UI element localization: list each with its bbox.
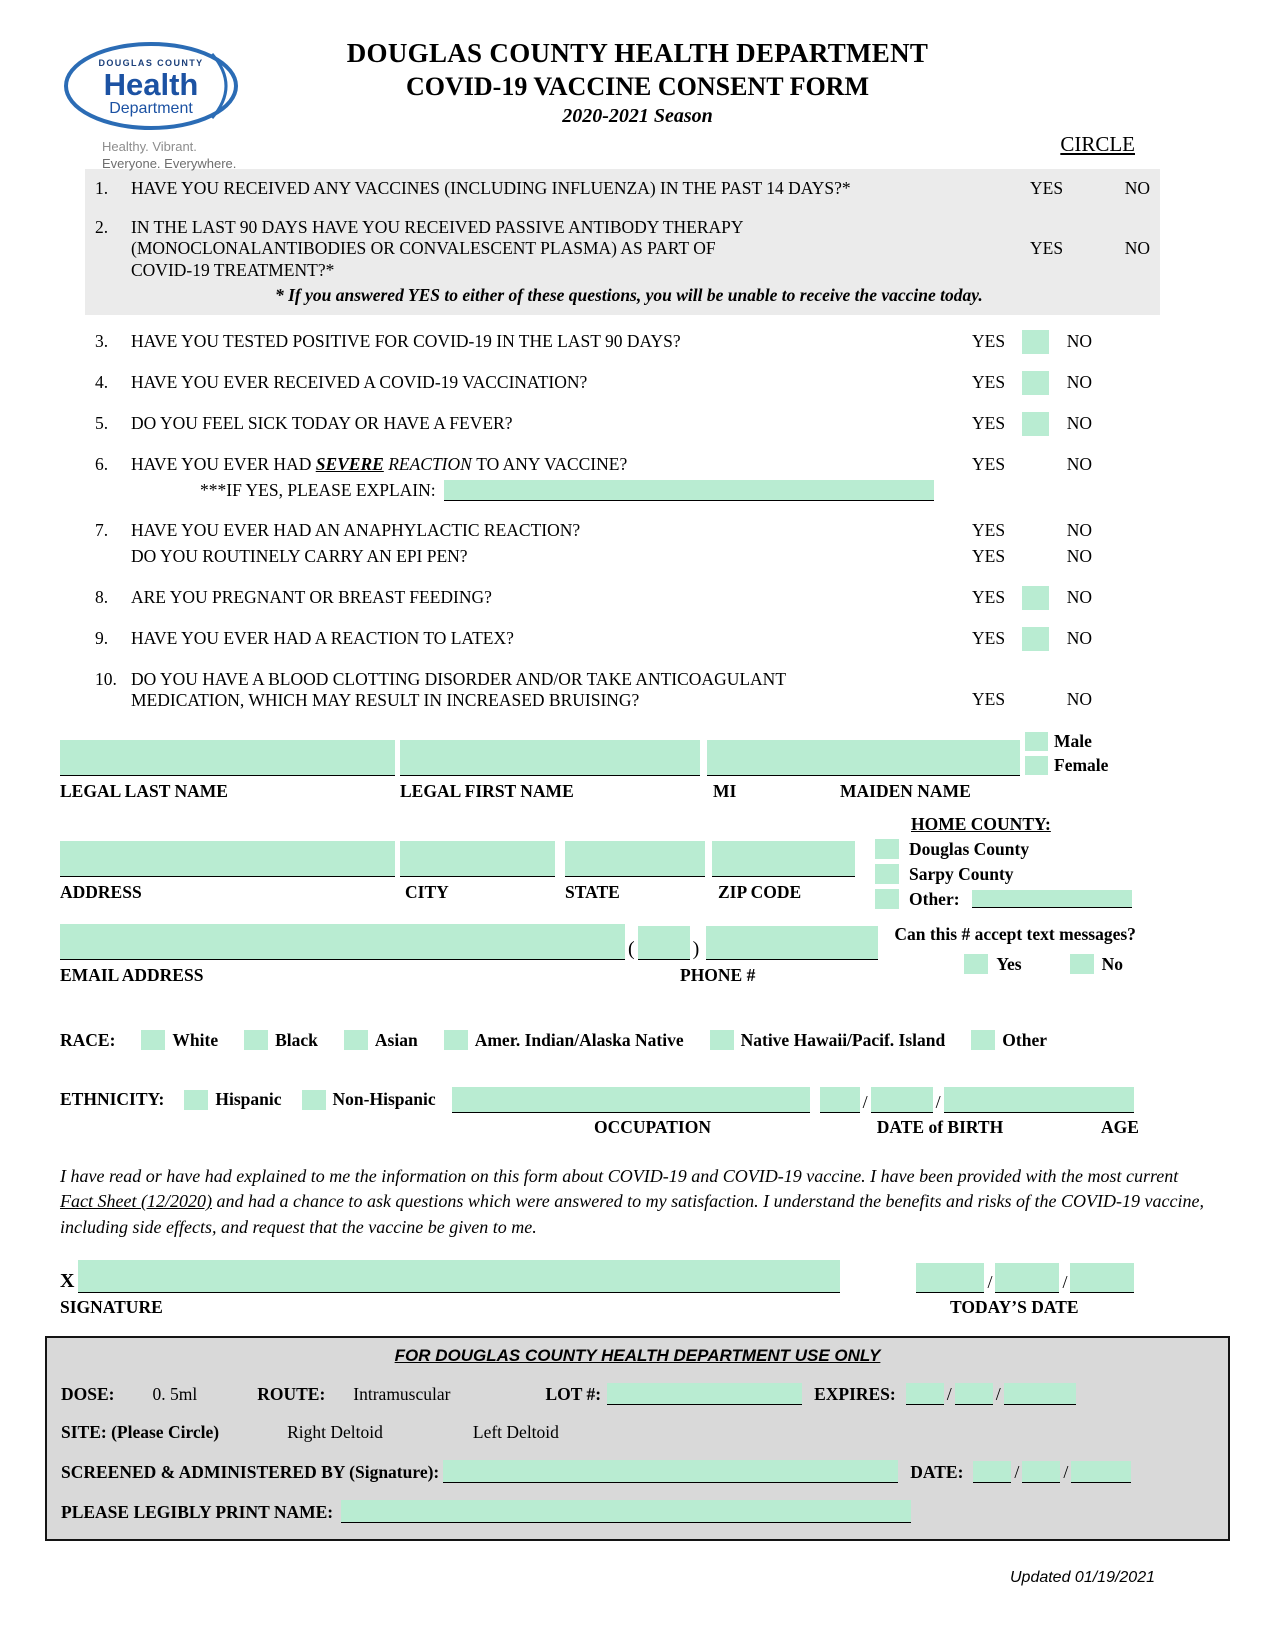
admin-date-day-field[interactable] — [1022, 1461, 1060, 1483]
first-name-label: LEGAL FIRST NAME — [400, 780, 574, 801]
race-option-other — [971, 1030, 1047, 1051]
answer-options — [972, 689, 1092, 711]
q7b-yes-option[interactable]: YES — [972, 546, 1006, 567]
signature-labels-row — [60, 1297, 1275, 1318]
q5-answer-box[interactable] — [1022, 412, 1049, 436]
zip-code-field[interactable] — [712, 841, 855, 877]
question-row-9 — [95, 628, 1092, 650]
q9-no-option[interactable]: NO — [1066, 628, 1092, 649]
q2-line2: (MONOCLONALANTIBODIES OR CONVALESCENT PLASMA) AS PART OF — [131, 238, 716, 259]
non-hispanic-option — [302, 1089, 436, 1110]
question-row-1 — [95, 178, 1150, 200]
race-label: RACE: — [60, 1029, 116, 1050]
question-row-3 — [95, 331, 1092, 353]
q9-answer-box[interactable] — [1022, 627, 1049, 651]
site-left-deltoid-option[interactable]: Left Deltoid — [472, 1422, 559, 1443]
dob-slash-2: / — [935, 1091, 941, 1112]
age-label: AGE — [1101, 1116, 1139, 1137]
q2-line3: COVID-19 TREATMENT?* — [131, 259, 335, 280]
race-black-label: Black — [275, 1029, 318, 1050]
answer-options — [972, 372, 1092, 394]
question-text: HAVE YOU EVER HAD AN ANAPHYLACTIC REACTION? — [131, 520, 581, 541]
question-text: HAVE YOU TESTED POSITIVE FOR COVID-19 IN THE LAST 90 DAYS? — [131, 331, 681, 352]
checkbox-race-native-hawaiian[interactable] — [710, 1030, 734, 1050]
logo-tagline-line1: Healthy. Vibrant. — [102, 139, 197, 154]
dose-route-lot-row — [61, 1383, 1214, 1405]
site-row — [61, 1422, 1214, 1443]
address-fields — [60, 841, 855, 910]
text-no-label: No — [1101, 953, 1124, 974]
q1-no-option[interactable]: NO — [1124, 178, 1150, 199]
state-field[interactable] — [565, 841, 705, 877]
dob-year-age-field[interactable] — [944, 1087, 1134, 1113]
maiden-name-label: MAIDEN NAME — [840, 780, 971, 801]
q6-explain-field[interactable] — [444, 480, 934, 501]
q8-no-option[interactable]: NO — [1066, 587, 1092, 608]
header — [0, 0, 1275, 171]
expires-slash-2: / — [995, 1384, 1001, 1405]
dob-age-fields — [820, 1087, 1134, 1113]
contact-labels-row — [60, 965, 878, 986]
answer-options — [972, 587, 1092, 609]
question-text — [131, 669, 972, 712]
form-title: DOUGLAS COUNTY HEALTH DEPARTMENT — [346, 38, 929, 68]
questionnaire — [0, 169, 1275, 712]
checkbox-text-yes[interactable] — [964, 954, 988, 974]
signature-x-mark: X — [60, 1270, 75, 1293]
state-label: STATE — [565, 881, 620, 902]
phone-label: PHONE # — [680, 964, 756, 985]
date-month-field[interactable] — [916, 1263, 984, 1293]
text-yes-option — [964, 954, 1021, 975]
checkbox-sarpy-county[interactable] — [875, 864, 899, 884]
logo-text — [62, 40, 240, 132]
phone-paren-close: ) — [692, 937, 700, 960]
expires-label: EXPIRES: — [814, 1384, 896, 1405]
question-row-2 — [95, 217, 1150, 281]
admin-box-title-text: FOR DOUGLAS COUNTY HEALTH DEPARTMENT USE ONLY — [394, 1346, 881, 1366]
home-county-heading: HOME COUNTY: — [911, 813, 1051, 834]
dose-label: DOSE: — [61, 1384, 115, 1405]
q6-no-option[interactable]: NO — [1066, 454, 1092, 475]
question-number: 8. — [95, 587, 109, 608]
q7b-no-option[interactable]: NO — [1066, 546, 1092, 567]
circle-column-heading: CIRCLE — [1060, 132, 1135, 156]
q6-explain-row — [200, 480, 1275, 501]
male-label: Male — [1054, 730, 1092, 751]
checkbox-hispanic[interactable] — [184, 1090, 208, 1110]
fact-sheet-reference: Fact Sheet (12/2020) — [60, 1191, 212, 1212]
question-number: 9. — [95, 628, 109, 649]
lot-number-field[interactable] — [607, 1383, 802, 1405]
other-county-label: Other: — [909, 888, 960, 909]
q5-yes-option[interactable]: YES — [972, 413, 1006, 434]
checkbox-race-other[interactable] — [971, 1030, 995, 1050]
form-season: 2020-2021 Season — [562, 105, 713, 127]
expires-month-field[interactable] — [906, 1383, 944, 1405]
q7a-no-option[interactable]: NO — [1066, 520, 1092, 541]
phone-area-code-field[interactable] — [638, 926, 690, 960]
city-label: CITY — [405, 881, 449, 902]
question-text: HAVE YOU RECEIVED ANY VACCINES (INCLUDING INFLUENZA) IN THE PAST 14 DAYS?* — [131, 178, 851, 198]
checkbox-race-amer-indian[interactable] — [444, 1030, 468, 1050]
q3-no-option[interactable]: NO — [1066, 331, 1092, 352]
checkbox-douglas-county[interactable] — [875, 839, 899, 859]
updated-date-note: Updated 01/19/2021 — [1009, 1569, 1155, 1587]
question-number: 7. — [95, 520, 109, 541]
hispanic-label: Hispanic — [215, 1089, 282, 1110]
health-department-logo — [62, 40, 252, 173]
question-number: 1. — [95, 178, 109, 198]
screening-questions-block — [85, 169, 1160, 315]
admin-date-label: DATE: — [910, 1462, 964, 1483]
city-field[interactable] — [400, 841, 555, 877]
ethnicity-label: ETHNICITY: — [60, 1089, 165, 1110]
date-day-field[interactable] — [995, 1263, 1059, 1293]
question-number — [95, 546, 131, 568]
dob-month-field[interactable] — [820, 1087, 860, 1113]
race-white-label: White — [172, 1029, 219, 1050]
q10-no-option[interactable]: NO — [1066, 689, 1092, 710]
admin-date-slash-2: / — [1063, 1462, 1069, 1483]
dose-value: 0. 5ml — [152, 1384, 198, 1405]
race-section — [60, 1030, 1275, 1051]
logo-tagline-line2: Everyone. Everywhere. — [102, 155, 237, 171]
q4-answer-box[interactable] — [1022, 371, 1049, 395]
douglas-county-label: Douglas County — [909, 838, 1030, 859]
q6-severe-word: SEVERE — [315, 454, 384, 475]
answer-options — [972, 454, 1092, 476]
question-number: 5. — [95, 413, 109, 434]
todays-date-fields — [916, 1263, 1134, 1293]
question-number: 6. — [95, 454, 109, 475]
checkbox-female[interactable] — [1025, 756, 1048, 775]
female-option — [1025, 755, 1108, 776]
checkbox-non-hispanic[interactable] — [302, 1090, 326, 1110]
question-text: ARE YOU PREGNANT OR BREAST FEEDING? — [131, 587, 492, 608]
non-hispanic-label: Non-Hispanic — [332, 1089, 436, 1110]
q3-yes-option[interactable]: YES — [972, 331, 1006, 352]
checkbox-race-asian[interactable] — [344, 1030, 368, 1050]
text-no-option — [1070, 954, 1123, 975]
q8-answer-box[interactable] — [1022, 586, 1049, 610]
question-row-4 — [95, 372, 1092, 394]
route-value: Intramuscular — [353, 1384, 451, 1405]
checkbox-male[interactable] — [1025, 732, 1048, 751]
zip-code-label: ZIP CODE — [718, 881, 802, 902]
consent-part2: and had a chance to ask questions which were answered to my satisfaction. I understand the benefits and risks of the COVID-19 vaccine, including side effects, and request that the vaccine be given to me. — [60, 1191, 1204, 1237]
todays-date-label: TODAY’S DATE — [950, 1297, 1079, 1318]
q6-suffix: TO ANY VACCINE? — [476, 454, 628, 475]
print-name-label: PLEASE LEGIBLY PRINT NAME: — [61, 1502, 334, 1523]
q5-no-option[interactable]: NO — [1066, 413, 1092, 434]
answer-options — [972, 546, 1092, 568]
address-section — [60, 814, 1275, 910]
last-name-field[interactable] — [60, 740, 395, 776]
health-department-use-only-box — [45, 1336, 1230, 1541]
question-number: 10. — [95, 669, 117, 690]
dob-day-field[interactable] — [871, 1087, 933, 1113]
q2-line1: IN THE LAST 90 DAYS HAVE YOU RECEIVED PASSIVE ANTIBODY THERAPY — [131, 217, 744, 237]
q10-yes-option[interactable]: YES — [972, 689, 1006, 710]
q6-explain-label: ***IF YES, PLEASE EXPLAIN: — [200, 480, 436, 501]
mi-label: MI — [713, 780, 737, 801]
dob-slash-1: / — [862, 1091, 868, 1112]
logo-department-text: Department — [109, 99, 193, 117]
form-subtitle: COVID-19 VACCINE CONSENT FORM — [406, 72, 869, 101]
question-text: DO YOU ROUTINELY CARRY AN EPI PEN? — [131, 546, 468, 567]
mi-maiden-name-field[interactable] — [707, 740, 1020, 776]
text-yes-label: Yes — [996, 953, 1022, 974]
sex-options — [1025, 731, 1108, 776]
question-number: 2. — [95, 217, 109, 237]
answer-options — [972, 331, 1092, 353]
question-text: DO YOU FEEL SICK TODAY OR HAVE A FEVER? — [131, 413, 513, 434]
answer-options — [972, 520, 1092, 542]
ethnicity-labels-row — [470, 1117, 1275, 1138]
address-labels-row — [60, 882, 855, 903]
admin-date-year-field[interactable] — [1071, 1461, 1131, 1483]
text-message-question: Can this # accept text messages? — [894, 923, 1136, 944]
answer-options — [972, 628, 1092, 650]
q1-yes-option[interactable]: YES — [1030, 178, 1064, 199]
douglas-county-option — [875, 839, 1132, 860]
screened-by-row — [61, 1460, 1214, 1483]
question-row-7b — [95, 546, 1092, 568]
male-option — [1025, 731, 1108, 752]
question-text: HAVE YOU EVER RECEIVED A COVID-19 VACCINATION? — [131, 372, 588, 393]
site-label: SITE: (Please Circle) — [61, 1422, 220, 1443]
question-row-8 — [95, 587, 1092, 609]
consent-part1: I have read or have had explained to me the information on this form about COVID-19 and COVID-19 vaccine. I have been provided with the most current — [60, 1165, 1179, 1186]
signature-row — [60, 1260, 1275, 1293]
q6-reaction-word: REACTION — [383, 454, 477, 475]
checkbox-race-white[interactable] — [141, 1030, 165, 1050]
checkbox-other-county[interactable] — [875, 889, 899, 909]
logo-tagline — [62, 139, 252, 173]
race-option-native-hawaiian — [710, 1030, 946, 1051]
race-option-black — [244, 1030, 318, 1051]
screened-by-label: SCREENED & ADMINISTERED BY (Signature): — [61, 1462, 440, 1483]
phone-paren-open: ( — [628, 937, 635, 960]
answer-options — [1030, 238, 1150, 260]
name-fields-row — [60, 731, 1275, 776]
female-label: Female — [1054, 754, 1109, 775]
name-labels-row — [60, 781, 1275, 802]
dob-label: DATE of BIRTH — [876, 1116, 1004, 1137]
print-name-field[interactable] — [341, 1500, 911, 1523]
q6-yes-option[interactable]: YES — [972, 454, 1006, 475]
hispanic-option — [184, 1089, 281, 1110]
address-label: ADDRESS — [60, 881, 142, 902]
last-name-label: LEGAL LAST NAME — [60, 780, 228, 801]
signature-label: SIGNATURE — [60, 1297, 163, 1318]
contact-fields — [60, 924, 878, 986]
ethnicity-section — [60, 1087, 1275, 1113]
race-native-hawaiian-label: Native Hawaii/Pacif. Island — [740, 1029, 946, 1050]
question-row-5 — [95, 413, 1092, 435]
expires-year-field[interactable] — [1004, 1383, 1076, 1405]
occupation-label: OCCUPATION — [594, 1116, 711, 1137]
q2-no-option[interactable]: NO — [1124, 238, 1150, 259]
consent-paragraph — [60, 1164, 1213, 1241]
expires-slash-1: / — [946, 1384, 952, 1405]
phone-number-field[interactable] — [706, 926, 878, 960]
q10-line1: DO YOU HAVE A BLOOD CLOTTING DISORDER AND/OR TAKE ANTICOAGULANT — [131, 669, 787, 690]
q9-yes-option[interactable]: YES — [972, 628, 1006, 649]
race-asian-label: Asian — [374, 1029, 418, 1050]
question-text — [131, 454, 972, 476]
occupation-field[interactable] — [452, 1087, 810, 1113]
logo-health-text: Health — [103, 66, 199, 102]
q2-yes-option[interactable]: YES — [1030, 238, 1064, 259]
logo-county-text: DOUGLAS COUNTY — [98, 57, 204, 68]
date-slash-1: / — [987, 1272, 993, 1293]
race-option-white — [141, 1030, 218, 1051]
question-row-10 — [95, 669, 1092, 712]
home-county-block — [875, 814, 1132, 910]
checkbox-race-black[interactable] — [244, 1030, 268, 1050]
admin-box-title — [61, 1346, 1214, 1366]
q10-line2: MEDICATION, WHICH MAY RESULT IN INCREASED BRUISING? — [131, 690, 640, 711]
q8-yes-option[interactable]: YES — [972, 587, 1006, 608]
answer-options — [1030, 178, 1150, 200]
print-name-row — [61, 1500, 1214, 1523]
question-text — [131, 217, 1030, 281]
signature-field[interactable] — [78, 1260, 840, 1293]
q7a-yes-option[interactable]: YES — [972, 520, 1006, 541]
other-county-option — [875, 889, 1132, 910]
q4-yes-option[interactable]: YES — [972, 372, 1006, 393]
date-year-field[interactable] — [1070, 1263, 1134, 1293]
lot-number-label: LOT #: — [545, 1384, 602, 1405]
question-number: 3. — [95, 331, 109, 352]
question-number: 4. — [95, 372, 109, 393]
site-right-deltoid-option[interactable]: Right Deltoid — [287, 1422, 383, 1443]
email-label: EMAIL ADDRESS — [60, 964, 204, 985]
other-county-field[interactable] — [972, 890, 1132, 908]
race-option-amer-indian — [444, 1030, 684, 1051]
question-row-6 — [95, 454, 1092, 476]
checkbox-text-no[interactable] — [1070, 954, 1094, 974]
race-amer-indian-label: Amer. Indian/Alaska Native — [474, 1029, 684, 1050]
admin-date-month-field[interactable] — [973, 1461, 1011, 1483]
text-message-block — [894, 924, 1136, 986]
expires-day-field[interactable] — [955, 1383, 993, 1405]
race-other-label: Other — [1002, 1029, 1047, 1050]
email-field[interactable] — [60, 924, 625, 960]
route-label: ROUTE: — [257, 1384, 326, 1405]
contact-section — [60, 924, 1275, 986]
admin-date-slash-1: / — [1014, 1462, 1020, 1483]
q4-no-option[interactable]: NO — [1066, 372, 1092, 393]
address-field[interactable] — [60, 841, 395, 877]
date-slash-2: / — [1062, 1272, 1068, 1293]
sarpy-county-label: Sarpy County — [909, 863, 1014, 884]
screening-note: * If you answered YES to either of these questions, you will be unable to receive the vaccine today. — [275, 285, 983, 306]
first-name-field[interactable] — [400, 740, 700, 776]
screened-by-signature-field[interactable] — [443, 1460, 898, 1483]
q3-answer-box[interactable] — [1022, 330, 1049, 354]
sarpy-county-option — [875, 864, 1132, 885]
answer-options — [972, 413, 1092, 435]
race-option-asian — [344, 1030, 418, 1051]
question-row-7 — [95, 520, 1092, 542]
q6-prefix: HAVE YOU EVER HAD — [131, 454, 316, 475]
question-text: HAVE YOU EVER HAD A REACTION TO LATEX? — [131, 628, 514, 649]
